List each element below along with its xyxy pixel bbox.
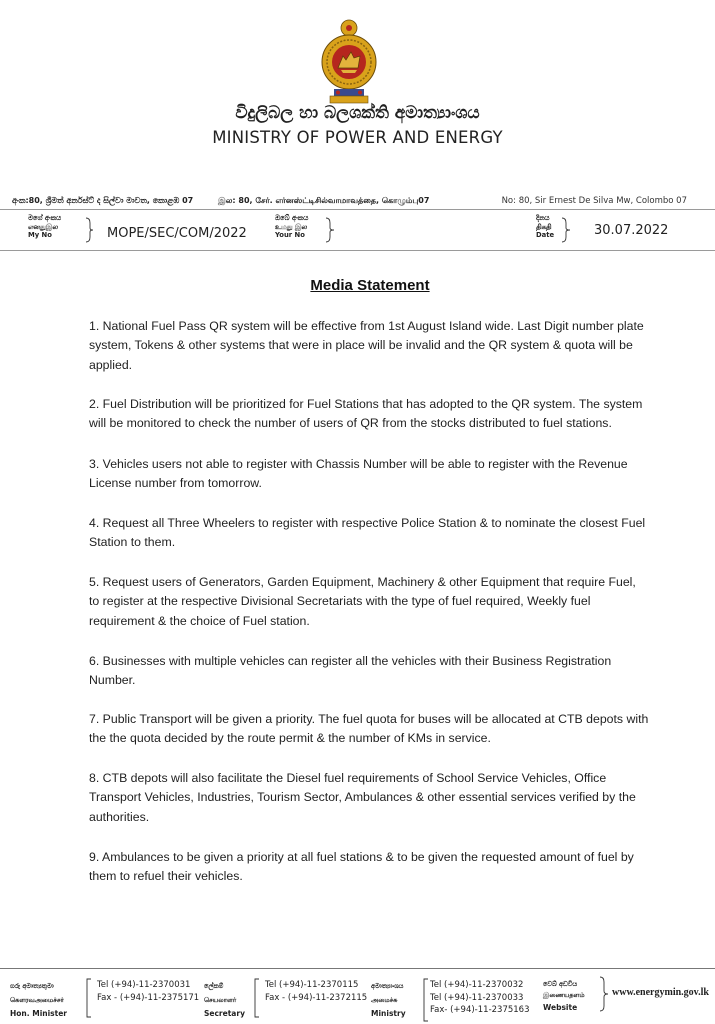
footer-minister-contacts [97,979,199,1004]
footer-secretary-fax: Fax - (+94)-11-2372115 [265,992,368,1003]
footer-ministry-sinhala: අමාත්‍යාංශය [371,982,404,990]
footer-ministry-tel-2: Tel (+94)-11-2370033 [430,992,524,1003]
footer-minister-tamil: கௌரவஅமைச்சர் [10,996,64,1004]
statement-point-9: 9. Ambulances to be given a priority at all fuel stations & to be given the requested amount of fuel by them to refuel their vehicles. [89,850,634,884]
address-tamil: இல: 80, சேர். எர்னஸ்ட்டிசில்வாமாவத்தை, கொழும்பு07 [218,196,430,205]
footer-ministry-bracket [421,978,429,1022]
footer-ministry-contacts [430,979,530,1017]
date-label: Date [536,231,555,240]
footer-ministry-tamil: அமைச்சு [371,996,398,1004]
emblem-base [330,89,368,103]
my-no-value: MOPE/SEC/COM/2022 [107,226,247,241]
footer-website-link[interactable]: www.energymin.gov.lk [612,987,709,998]
footer-divider [0,968,715,969]
statement-point-4: 4. Request all Three Wheelers to register with respective Police Station & to nominate the closest Fuel Station to them. [89,516,646,550]
footer-ministry-tel-1: Tel (+94)-11-2370032 [430,980,524,990]
ministry-title-english: MINISTRY OF POWER AND ENERGY [212,128,503,147]
footer-secretary-bracket [252,978,260,1018]
date-brace [561,217,573,243]
footer-secretary-tel: Tel (+94)-11-2370115 [265,980,359,990]
date-label-group [536,214,554,240]
emblem-seal [322,35,376,89]
footer-minister-sinhala: ගරු අමාත්‍යතුමා [10,982,54,990]
statement-point-2: 2. Fuel Distribution will be prioritized for Fuel Stations that has adopted to the QR system. The system will be monitored to check the number of users of QR from the stocks distributed to fuel stations. [89,397,643,431]
footer-website-tamil: இணையதளம் [543,991,585,999]
my-no-brace [82,217,94,243]
statement-point-6: 6. Businesses with multiple vehicles can register all the vehicles with their Business Registration Number. [89,654,612,688]
address-sinhala: අංක:80, ශ්‍රීමත් අර්නස්ට් ද සිල්වා මාවත, කොළඹ 07 [12,196,194,205]
statement-point-1: 1. National Fuel Pass QR system will be effective from 1st August Island wide. Last Digit number plate system, Tokens & other systems that were in place will be invalid and the QR system & quota will be applied. [89,319,644,372]
your-no-label-group [275,214,308,240]
footer-secretary-contacts [265,979,367,1004]
footer-minister-label: Hon. Minister [10,1009,68,1018]
address-english: No: 80, Sir Ernest De Silva Mw, Colombo 07 [501,196,687,206]
your-no-brace [325,217,337,243]
footer-website-sinhala: වෙබ් අඩවිය [543,980,578,988]
your-no-label-tamil: உமது இல [275,222,308,231]
statement-heading: Media Statement [310,277,430,294]
my-no-label: My No [28,231,52,240]
sri-lanka-emblem [316,18,382,106]
header-divider-bottom [0,250,715,251]
my-no-label-tamil: எனதுஇல [28,222,59,231]
header-divider-top [0,209,715,210]
footer-secretary-label: Secretary [204,1009,245,1018]
date-label-sinhala: දිනය [536,214,550,222]
statement-point-8: 8. CTB depots will also facilitate the Diesel fuel requirements of School Service Vehicles, Office Transport Vehicles, Industries, Tourism Sector, Ambulances & other essential services verified by the authorities. [89,771,636,824]
footer-minister-tel: Tel (+94)-11-2370031 [97,980,191,990]
your-no-label: Your No [275,231,305,240]
footer-website-brace [598,976,610,1012]
your-no-label-sinhala: ඔබේ අංකය [275,214,309,222]
footer-ministry-fax: Fax- (+94)-11-2375163 [430,1005,530,1015]
date-value: 30.07.2022 [594,223,669,238]
ministry-title-sinhala: විදුලිබල හා බලශක්ති අමාත්‍යාංශය [235,103,480,123]
statement-point-3: 3. Vehicles users not able to register with Chassis Number will be able to register with the Revenue License number from tomorrow. [89,457,628,491]
statement-point-7: 7. Public Transport will be given a priority. The fuel quota for buses will be allocated at CTB depots with the the quota decided by the route permit & the number of KMs in service. [89,712,649,746]
date-label-tamil: திகதி [536,222,552,231]
footer-secretary-sinhala: ලේකම් [204,982,224,990]
footer-ministry-label: Ministry [371,1009,406,1018]
footer-minister-bracket [84,978,92,1018]
footer-website-label: Website [543,1003,578,1012]
footer-secretary-tamil: செயலாளர் [204,996,237,1004]
my-no-label-group [28,214,61,240]
statement-point-5: 5. Request users of Generators, Garden Equipment, Machinery & other Equipment that require Fuel, to register at the respective Divisional Secretariats with the type of fuel required, Weekly fuel requirement & the choice of Fuel station. [89,575,636,628]
emblem-dharma-wheel [341,20,357,36]
footer-minister-fax: Fax - (+94)-11-2375171 [97,992,200,1003]
my-no-label-sinhala: මගේ අංකය [28,214,62,222]
